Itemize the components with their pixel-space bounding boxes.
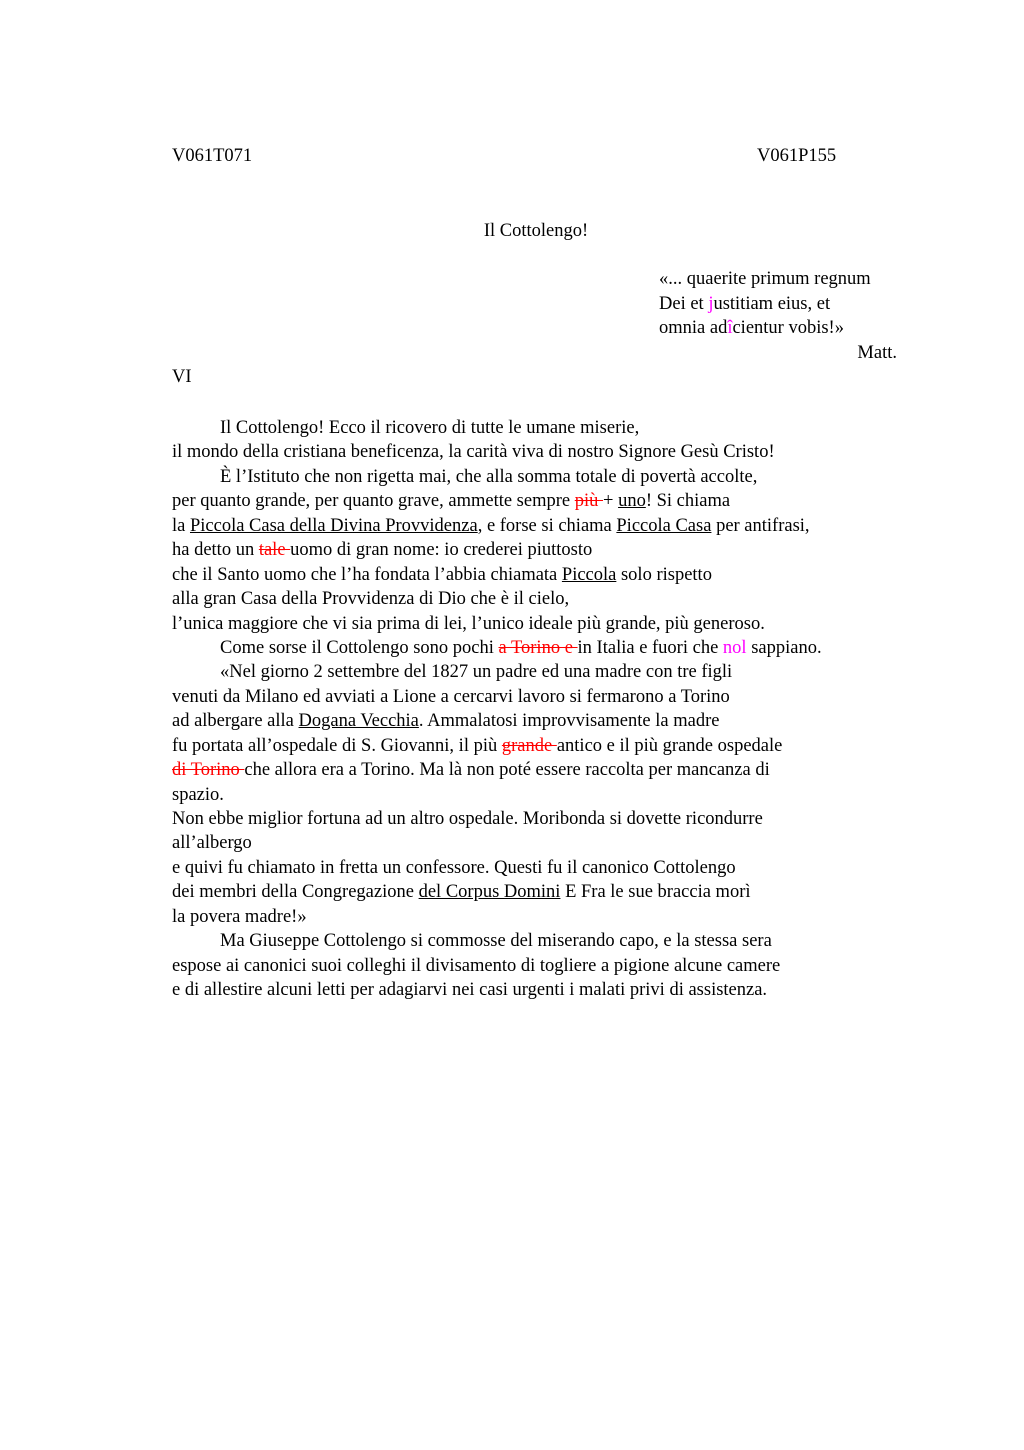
text-line: alla gran Casa della Provvidenza di Dio che è il cielo, <box>172 589 570 610</box>
text-line: espose ai canonici suoi colleghi il divisamento di togliere a pigione alcune camere <box>172 955 781 976</box>
chapter-number: VI <box>172 367 192 387</box>
deleted-text: di Torino <box>172 760 245 781</box>
epigraph-line: omnia adîcientur vobis!» <box>659 318 844 338</box>
underlined-text: uno <box>618 491 646 512</box>
highlighted-letter: j <box>708 294 714 314</box>
underlined-text: Piccola Casa <box>616 515 712 536</box>
text-line: l’unica maggiore che vi sia prima di lei, l’unico ideale più grande, più generoso. <box>172 613 765 634</box>
underlined-text: Dogana Vecchia <box>298 711 419 732</box>
text-line: fu portata all’ospedale di S. Giovanni, il più grande antico e il più grande ospedale <box>172 735 783 756</box>
text-line: Non ebbe miglior fortuna ad un altro ospedale. Moribonda si dovette ricondurre <box>172 809 763 829</box>
epigraph-attribution: Matt. <box>857 343 897 363</box>
epigraph-line: Dei et justitiam eius, et <box>659 294 831 314</box>
underlined-text: Piccola <box>561 564 617 585</box>
text-line: venuti da Milano ed avviati a Lione a cercarvi lavoro si fermarono a Torino <box>172 686 730 707</box>
deleted-text: più <box>574 491 603 512</box>
text-line: Il Cottolengo! Ecco il ricovero di tutte le umane miserie, <box>220 418 640 438</box>
text-line: che il Santo uomo che l’ha fondata l’abbia chiamata Piccola solo rispetto <box>172 564 712 585</box>
text-line: Ma Giuseppe Cottolengo si commosse del miserando capo, e la stessa sera <box>220 931 772 952</box>
text-line: ad albergare alla Dogana Vecchia. Ammalatosi improvvisamente la madre <box>172 711 720 732</box>
highlighted-letter: î <box>727 318 733 338</box>
document-title: Il Cottolengo! <box>483 221 589 241</box>
underlined-text: del Corpus Domini <box>418 882 561 903</box>
text-line: all’albergo <box>172 833 252 854</box>
underlined-text: Piccola Casa della Divina Provvidenza <box>189 515 478 536</box>
page-code-right: V061P155 <box>757 146 837 166</box>
text-line: e quivi fu chiamato in fretta un confessore. Questi fu il canonico Cottolengo <box>172 857 736 878</box>
epigraph-line: «... quaerite primum regnum <box>659 269 871 289</box>
text-line: Come sorse il Cottolengo sono pochi a Torino e in Italia e fuori che nol sappiano. <box>220 637 822 658</box>
text-line: «Nel giorno 2 settembre del 1827 un padre ed una madre con tre figli <box>220 662 733 683</box>
deleted-text: tale <box>258 540 291 561</box>
deleted-text: a Torino e <box>498 637 578 658</box>
text-line: la Piccola Casa della Divina Provvidenza, e forse si chiama Piccola Casa per antifrasi, <box>172 515 810 536</box>
deleted-text: grande <box>501 735 557 756</box>
body-text <box>172 416 912 1003</box>
text-line: di Torino che allora era a Torino. Ma là non poté essere raccolta per mancanza di <box>172 760 770 781</box>
highlighted-text: nol <box>722 637 747 658</box>
text-line: spazio. <box>172 784 224 805</box>
text-line: È l’Istituto che non rigetta mai, che alla somma totale di povertà accolte, <box>220 466 758 487</box>
text-line: ha detto un tale uomo di gran nome: io crederei piuttosto <box>172 540 593 561</box>
text-line: il mondo della cristiana beneficenza, la carità viva di nostro Signore Gesù Cristo! <box>172 442 775 463</box>
document-code-left: V061T071 <box>172 146 253 166</box>
text-line: la povera madre!» <box>172 906 307 927</box>
text-line: e di allestire alcuni letti per adagiarvi nei casi urgenti i malati privi di assistenza. <box>172 980 768 1001</box>
text-line: per quanto grande, per quanto grave, ammette sempre più + uno! Si chiama <box>172 491 731 512</box>
text-line: dei membri della Congregazione del Corpus Domini E Fra le sue braccia morì <box>172 882 751 903</box>
